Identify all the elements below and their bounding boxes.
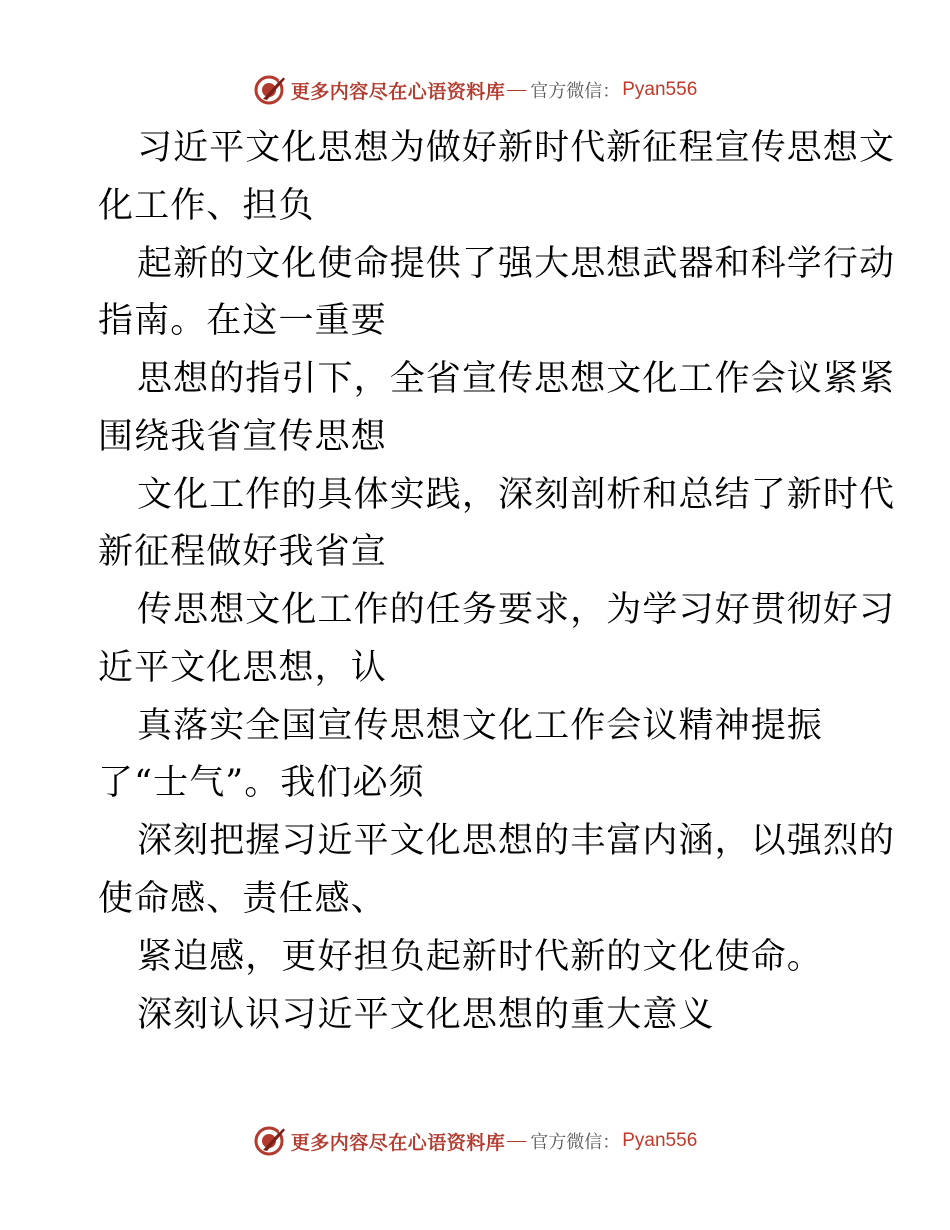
footer-wechat-id: Pyan556 (622, 1130, 698, 1151)
footer-separator: — (507, 1130, 527, 1151)
footer-main-text: 更多内容尽在心语资料库 (290, 1131, 506, 1154)
body-line: 传思想文化工作的任务要求，为学习好贯彻好习 (137, 590, 896, 630)
footer-wechat-label: 官方微信： (530, 1132, 621, 1153)
body-line: 深刻把握习近平文化思想的丰富内涵，以强烈的 (137, 821, 896, 861)
body-line: 紧迫感，更好担负起新时代新的文化使命。 (137, 937, 823, 977)
footer-banner (0, 1121, 950, 1161)
body-line: 使命感、责任感、 (98, 879, 387, 919)
body-line: 化工作、担负 (98, 186, 315, 226)
body-line: 真落实全国宣传思想文化工作会议精神提振 (137, 706, 823, 746)
body-line: 起新的文化使命提供了强大思想武器和科学行动 (137, 244, 896, 284)
body-line: 围绕我省宣传思想 (98, 417, 387, 457)
body-line: 近平文化思想，认 (98, 648, 387, 688)
header-wechat-label: 官方微信： (530, 81, 621, 102)
quill-seal-icon (253, 1124, 287, 1158)
body-line: 了“士气”。我们必须 (98, 763, 425, 803)
body-line: 文化工作的具体实践，深刻剖析和总结了新时代 (137, 475, 896, 515)
body-line: 习近平文化思想为做好新时代新征程宣传思想文 (137, 128, 896, 168)
header-separator: — (507, 79, 527, 100)
header-main-text: 更多内容尽在心语资料库 (290, 80, 506, 103)
body-line: 思想的指引下，全省宣传思想文化工作会议紧紧 (137, 359, 896, 399)
body-line: 新征程做好我省宣 (98, 532, 387, 572)
body-line: 深刻认识习近平文化思想的重大意义 (137, 995, 715, 1035)
body-line: 指南。在这一重要 (98, 301, 387, 341)
header-wechat-id: Pyan556 (622, 79, 698, 100)
